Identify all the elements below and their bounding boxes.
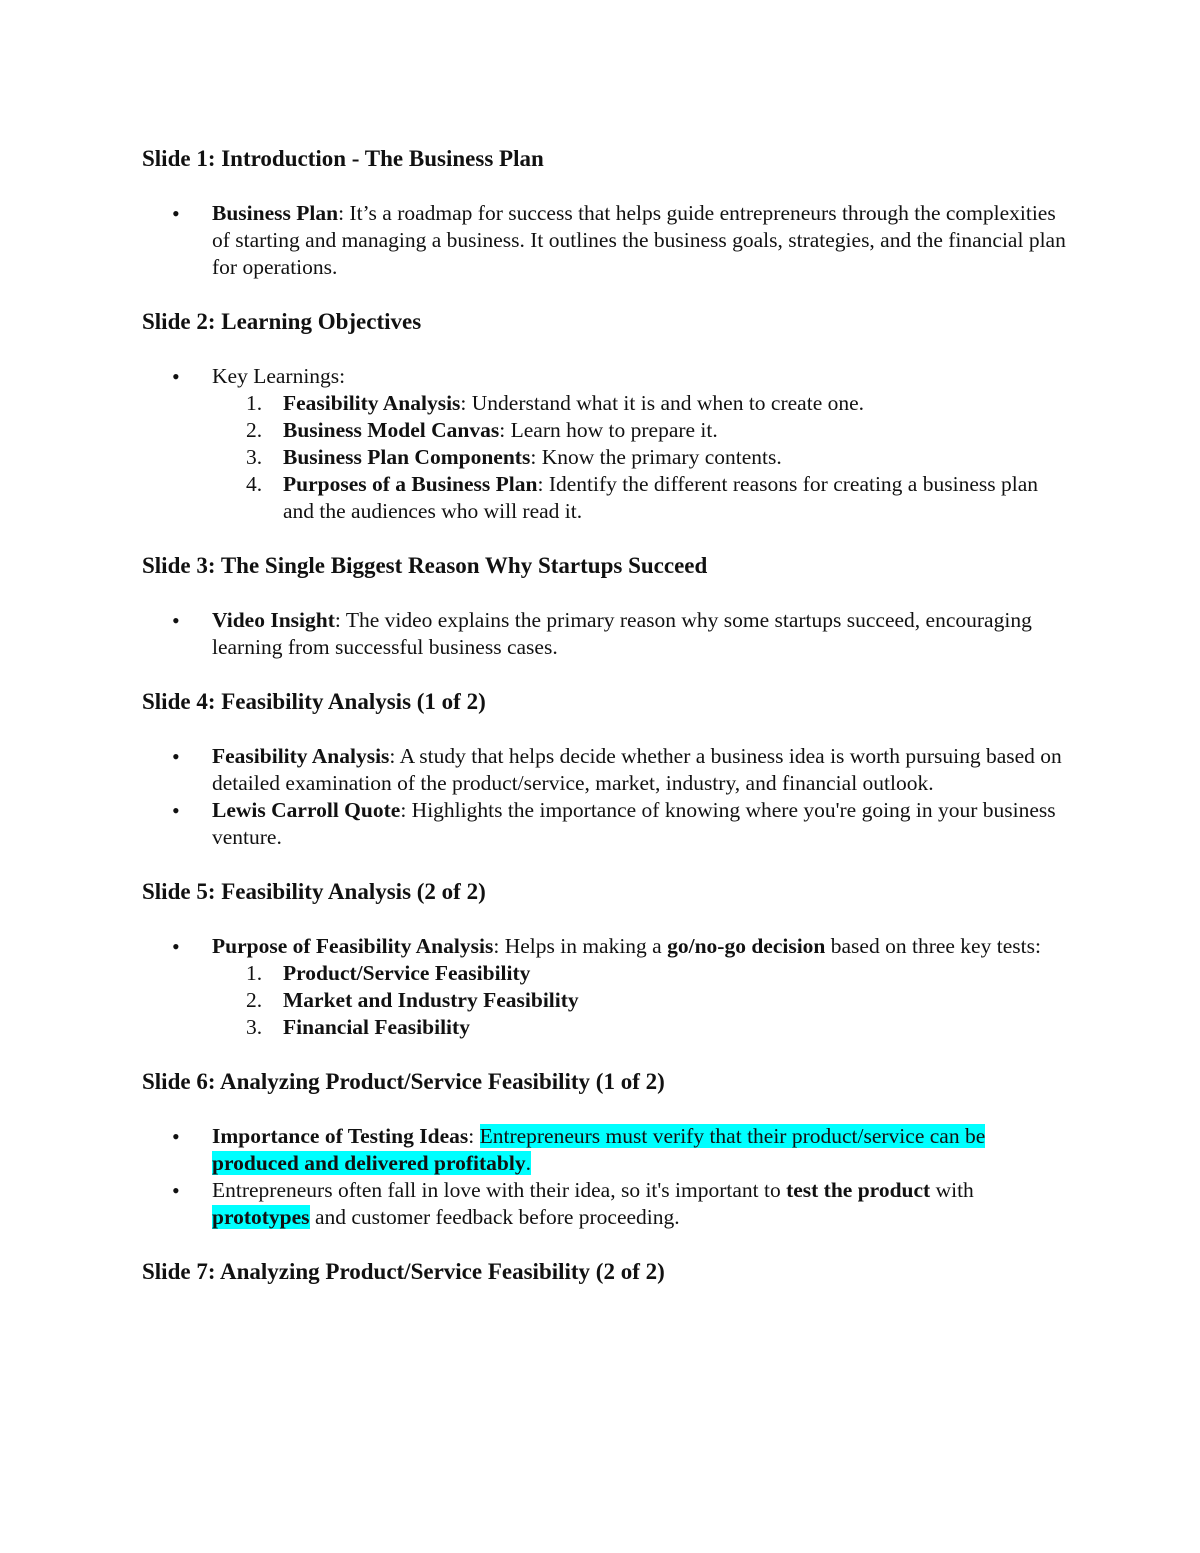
separator: : [400, 798, 412, 822]
numbered-item [212, 471, 1072, 525]
slide-6-section [142, 1067, 1072, 1231]
numbered-item [212, 444, 1072, 471]
numbered-item [212, 987, 1072, 1014]
document-body [142, 144, 1072, 1287]
bullet-item [142, 743, 1072, 797]
slide-2-bullets [142, 363, 1072, 525]
slide-6-heading: Slide 6: Analyzing Product/Service Feasibility (1 of 2) [142, 1069, 665, 1094]
slide-7-heading: Slide 7: Analyzing Product/Service Feasibility (2 of 2) [142, 1259, 665, 1284]
separator: : [389, 744, 400, 768]
slide-4-heading: Slide 4: Feasibility Analysis (1 of 2) [142, 689, 486, 714]
numbered-item [212, 960, 1072, 987]
slide-1-bullets [142, 200, 1072, 281]
bullet-text: with [930, 1178, 974, 1202]
bullet-text: based on three key tests: [825, 934, 1041, 958]
numbered-item [212, 1014, 1072, 1041]
item-term: Market and Industry Feasibility [283, 988, 579, 1012]
bullet-item [142, 363, 1072, 525]
item-number: 1. [246, 391, 263, 415]
bullet-term: Purpose of Feasibility Analysis [212, 934, 494, 958]
slide-3-bullets [142, 607, 1072, 661]
slide-3-heading: Slide 3: The Single Biggest Reason Why Startups Succeed [142, 553, 708, 578]
slide-1-section [142, 144, 1072, 281]
highlighted-text: Entrepreneurs must verify that their product/service can be [479, 1124, 986, 1148]
bullet-text: Entrepreneurs often fall in love with their idea, so it's important to [212, 1178, 787, 1202]
slide-2-section [142, 307, 1072, 525]
item-text: Understand what it is and when to create one. [471, 391, 865, 415]
item-term: Product/Service Feasibility [283, 961, 531, 985]
slide-1-heading: Slide 1: Introduction - The Business Plan [142, 146, 544, 171]
separator: : [493, 934, 505, 958]
slide-6-bullets [142, 1123, 1072, 1231]
separator: : [460, 391, 472, 415]
slide-5-bullets [142, 933, 1072, 1041]
bullet-text: Helps in making a [504, 934, 668, 958]
numbered-list [212, 960, 1072, 1041]
slide-4-bullets [142, 743, 1072, 851]
bullet-term: Importance of Testing Ideas [212, 1124, 469, 1148]
bullet-item [142, 797, 1072, 851]
item-term: Business Plan Components [283, 445, 531, 469]
bullet-text: The video explains the primary reason why some startups succeed, encouraging learning from successful business cases. [212, 608, 1032, 659]
item-text: Identify the different reasons for creating a business plan and the audiences who will read it. [283, 472, 1038, 523]
bullet-term: Lewis Carroll Quote [212, 798, 401, 822]
bullet-text: A study that helps decide whether a business idea is worth pursuing based on detailed examination of the product/service, market, industry, and financial outlook. [212, 744, 1062, 795]
separator: : [468, 1124, 480, 1148]
bullet-bold-phrase: go/no-go decision [667, 934, 826, 958]
slide-2-heading: Slide 2: Learning Objectives [142, 309, 422, 334]
highlighted-bold-text: produced and delivered profitably [212, 1151, 526, 1175]
numbered-list [212, 390, 1072, 525]
item-term: Purposes of a Business Plan [283, 472, 538, 496]
item-number: 1. [246, 961, 263, 985]
item-number: 4. [246, 472, 263, 496]
highlighted-bold-text: prototypes [212, 1205, 310, 1229]
bullet-text: It’s a roadmap for success that helps guide entrepreneurs through the complexities of starting and managing a business. It outlines the business goals, strategies, and the financial plan for operations. [212, 201, 1066, 279]
item-number: 3. [246, 1015, 263, 1039]
slide-5-heading: Slide 5: Feasibility Analysis (2 of 2) [142, 879, 486, 904]
separator: : [537, 472, 549, 496]
slide-7-section [142, 1257, 1072, 1287]
bullet-item [142, 1177, 1072, 1231]
bullet-item [142, 1123, 1072, 1177]
bullet-item [142, 200, 1072, 281]
item-number: 2. [246, 418, 263, 442]
item-term: Financial Feasibility [283, 1015, 470, 1039]
bullet-item [142, 933, 1072, 1041]
bullet-text: Highlights the importance of knowing where you're going in your business venture. [212, 798, 1056, 849]
item-number: 2. [246, 988, 263, 1012]
bullet-term: Business Plan [212, 201, 339, 225]
bullet-term: Video Insight [212, 608, 335, 632]
item-text: Learn how to prepare it. [510, 418, 718, 442]
bullet-bold-phrase: test the product [786, 1178, 931, 1202]
item-number: 3. [246, 445, 263, 469]
slide-4-section [142, 687, 1072, 851]
item-term: Feasibility Analysis [283, 391, 461, 415]
numbered-item [212, 417, 1072, 444]
bullet-item [142, 607, 1072, 661]
item-text: Know the primary contents. [541, 445, 782, 469]
bullet-term: Feasibility Analysis [212, 744, 390, 768]
separator: : [530, 445, 542, 469]
item-term: Business Model Canvas [283, 418, 500, 442]
numbered-item [212, 390, 1072, 417]
bullet-text: Key Learnings: [212, 364, 346, 388]
slide-5-section [142, 877, 1072, 1041]
separator: : [338, 201, 350, 225]
separator: : [499, 418, 511, 442]
bullet-text: and customer feedback before proceeding. [309, 1205, 680, 1229]
slide-3-section [142, 551, 1072, 661]
separator: : [334, 608, 346, 632]
highlighted-text: . [525, 1151, 531, 1175]
